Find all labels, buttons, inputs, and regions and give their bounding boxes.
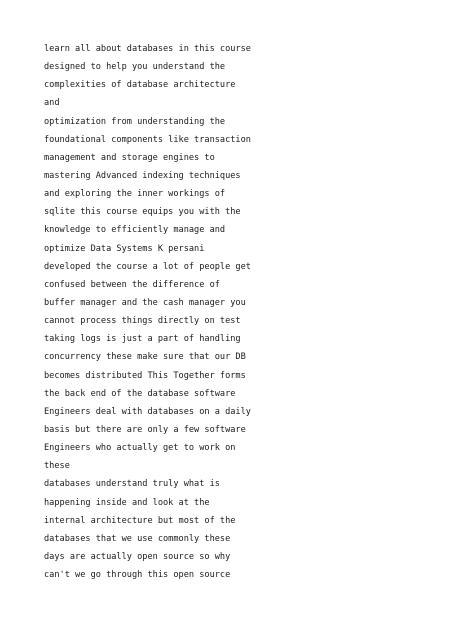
text-line: designed to help you understand the	[44, 62, 226, 73]
text-line: days are actually open source so why	[44, 551, 231, 562]
text-line: concurrency these make sure that our DB	[44, 352, 246, 363]
text-line: becomes distributed This Together forms	[44, 370, 246, 381]
text-line: the back end of the database software	[44, 388, 236, 399]
text-line: and	[44, 98, 60, 109]
text-line: and exploring the inner workings of	[44, 189, 226, 200]
text-line: cannot process things directly on test	[44, 316, 241, 327]
transcript-text	[44, 40, 444, 584]
text-line: Engineers deal with databases on a daily	[44, 406, 251, 417]
text-line: optimization from understanding the	[44, 116, 226, 127]
text-line: taking logs is just a part of handling	[44, 334, 241, 345]
text-line: knowledge to efficiently manage and	[44, 225, 226, 236]
text-line: happening inside and look at the	[44, 497, 210, 508]
text-line: databases understand truly what is	[44, 479, 220, 490]
text-line: complexities of database architecture	[44, 80, 236, 91]
text-line: buffer manager and the cash manager you	[44, 297, 246, 308]
text-line: confused between the difference of	[44, 279, 220, 290]
text-line: management and storage engines to	[44, 152, 215, 163]
text-line: foundational components like transaction	[44, 134, 251, 145]
text-line: learn all about databases in this course	[44, 44, 251, 54]
text-line: mastering Advanced indexing techniques	[44, 170, 241, 181]
text-line: can't we go through this open source	[44, 570, 231, 581]
text-line: optimize Data Systems K persani	[44, 243, 205, 254]
text-line: sqlite this course equips you with the	[44, 207, 241, 218]
text-line: these	[44, 461, 70, 472]
text-line: internal architecture but most of the	[44, 515, 236, 526]
text-line: developed the course a lot of people get	[44, 261, 251, 272]
text-line: databases that we use commonly these	[44, 533, 231, 544]
text-line: basis but there are only a few software	[44, 424, 246, 435]
text-line: Engineers who actually get to work on	[44, 443, 236, 454]
